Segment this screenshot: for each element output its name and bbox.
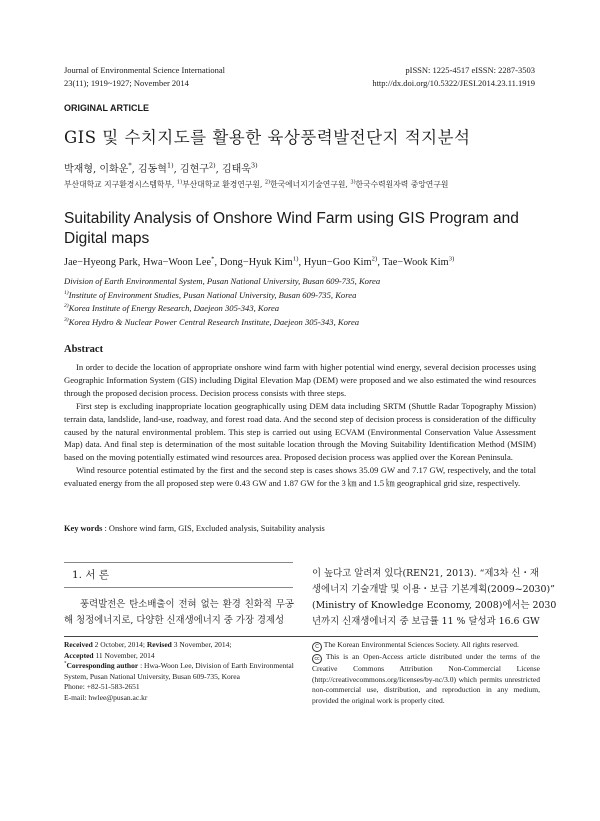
footnote-divider — [64, 636, 538, 637]
copyright-text: The Korean Environmental Sciences Society. All rights reserved. — [323, 640, 519, 649]
journal-identifiers — [372, 64, 535, 90]
body-text-right-column — [312, 566, 557, 630]
keywords-label: Key words — [64, 524, 103, 533]
license-footnote — [312, 640, 540, 706]
keywords-text: : Onshore wind farm, GIS, Excluded analysis, Suitability analysis — [102, 524, 325, 533]
body-line: 생에너지 기술개발 및 이용・보급 기본계획(2009~2030)” — [312, 584, 555, 595]
english-title: Suitability Analysis of Onshore Wind Farm using GIS Program and Digital maps — [64, 210, 519, 247]
body-paragraph: 풍력발전은 탄소배출이 전혀 없는 환경 친화적 무공해 청정에너지로, 다양한 신재생에너지 중 가장 경제성 — [64, 599, 294, 626]
section-title: 1. 서 론 — [72, 569, 109, 581]
affiliation-line: $^{3)}$Korea Hydro & Nuclear Power Central Research Institute, Daejeon 305-343, Korea — [64, 316, 360, 327]
abstract-paragraph: In order to decide the location of appropriate onshore wind farm with higher potential wind energy, several decision processes using Geographic Information System (GIS) including Digital Elevation Map (DEM) were proposed and we also estimated the wind resources through the proposed decision process. Decision process consists with three steps. — [64, 362, 536, 398]
abstract-body — [64, 361, 536, 490]
body-text-left-column — [64, 597, 294, 629]
copyright-icon: C — [312, 642, 322, 652]
issn: pISSN: 1225-4517 eISSN: 2287-3503 — [405, 65, 535, 75]
body-line: 년까지 신재생에너지 중 보급률 11 % 달성과 16.6 GW — [312, 616, 540, 627]
journal-header — [64, 64, 225, 90]
email-address[interactable]: E-mail: hwlee@pusan.ac.kr — [64, 692, 148, 702]
affiliation-line: $^{2)}$Korea Institute of Energy Research, Daejeon 305-343, Korea — [64, 303, 280, 313]
journal-name: Journal of Environmental Science International — [64, 65, 225, 75]
abstract-paragraph: First step is excluding inappropriate location geographically using DEM data including SRTM (Shuttle Radar Topography Mission) terrain data, landslide, land-use, roadway, and forest road data. And the second step of decision process is consideration of the difficulty caused by the natural environmental problem. This step is carried out using ECVAM (Environmental Conservation Value Assessment Map) data. And final step is determination of the most suitable location through the Moving Suitability Identification Method (MSIM) based on the moving potentially estimated wind resources area. Proposed decision process was applied over the Korean Peninsula. — [64, 400, 536, 463]
corresponding-author: *Corresponding author : Hwa-Woon Lee, Division of Earth Environmental — [64, 661, 294, 670]
body-line: 이 높다고 알려져 있다(REN21, 2013). “제3차 신・재 — [312, 568, 539, 579]
phone-number: Phone: +82-51-583-2651 — [64, 682, 140, 691]
abstract-paragraph: Wind resource potential estimated by the first and the second step is cases shows 35.09 GW and 7.17 GW, respectively, and the total evaluated energy from the all proposed step were 0.43 GW and 1.87 GW for the 3 ㎞ and 1.5 ㎞ geographical grid size, respectively. — [64, 465, 536, 489]
korean-affiliations: 부산대학교 지구환경시스템학부, $^{1)}$부산대학교 환경연구원, $^{2)}$한국에너지기술연구원, $^{3)}$한국수력원자력 중앙연구원 — [64, 179, 449, 189]
keywords — [64, 524, 536, 533]
korean-authors: 박재형, 이화운*, 김동혁$^{1)}$, 김현구$^{2)}$, 김태욱$^{3)}$ — [64, 161, 258, 175]
article-type: ORIGINAL ARTICLE — [64, 103, 149, 113]
article-history-footnote: Received 2 October, 2014; Revised 3 November, 2014; Accepted 11 November, 2014 *Corresponding author : Hwa-Woon Lee, Division of Earth Environmental System, Pusan National University, Busan 609-735, Korea Phone: +82-51-583-2651 E-mail: hwlee@pusan.ac.kr — [64, 640, 294, 702]
open-access-icon: cc — [312, 654, 322, 664]
body-line: (Ministry of Knowledge Economy, 2008)에서는 2030 — [312, 600, 557, 611]
journal-issue: 23(11); 1919~1927; November 2014 — [64, 78, 189, 88]
korean-title: GIS 및 수치지도를 활용한 육상풍력발전단지 적지분석 — [64, 128, 471, 147]
english-authors: Jae−Hyeong Park, Hwa−Woon Lee*, Dong−Hyuk Kim$^{1)}$, Hyun−Goo Kim$^{2)}$, Tae−Wook Kim$^{3)}$ — [64, 255, 455, 268]
english-affiliations — [64, 275, 544, 329]
abstract-heading: Abstract — [64, 344, 104, 355]
doi-link[interactable]: http://dx.doi.org/10.5322/JESI.2014.23.11.1919 — [372, 78, 535, 88]
affiliation-line: $^{1)}$Institute of Environment Studies, Pusan National University, Busan 609-735, Korea — [64, 289, 357, 300]
affiliation-line: Division of Earth Environmental System, Pusan National University, Busan 609-735, Korea — [64, 276, 381, 286]
license-text: This is an Open-Access article distributed under the terms of the Creative Commons Attribution Non-Commercial License (http://creativecommons.org/licenses/by-nc/3.0) which permits unrestricted non-commercial use, distribution, and reproduction in any medium, provided the original work is properly cited. — [312, 652, 540, 705]
